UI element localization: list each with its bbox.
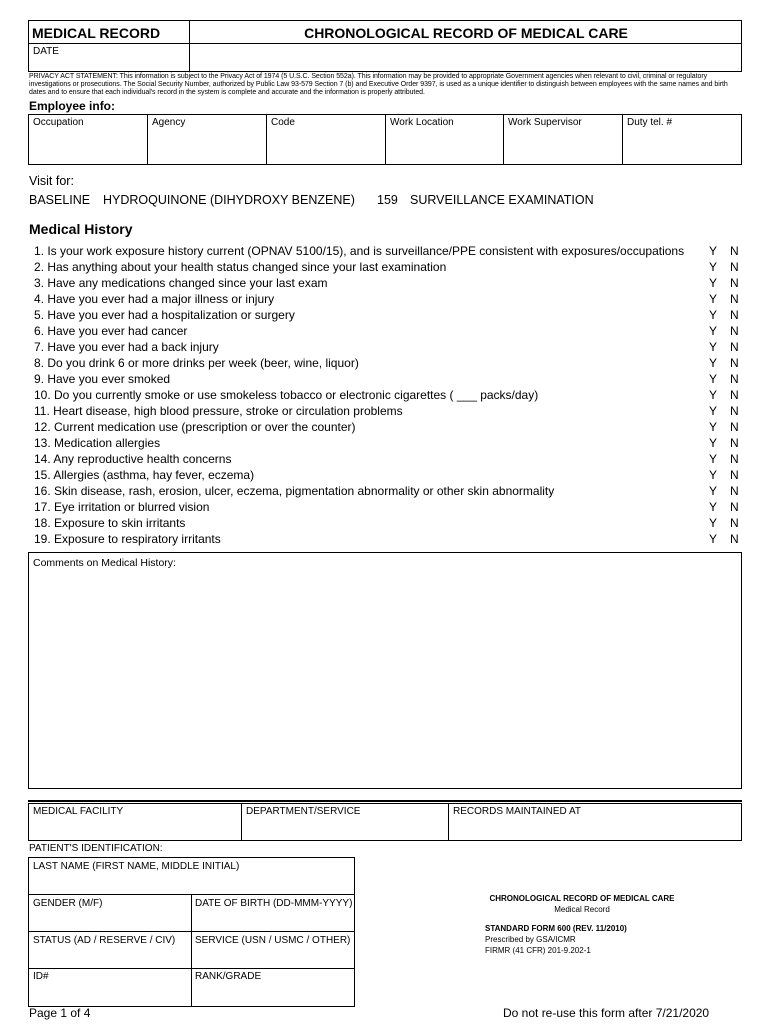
dob-field[interactable]: DATE OF BIRTH (DD-MMM-YYYY)	[195, 898, 353, 909]
no-option-3[interactable]: N	[730, 276, 739, 290]
form-number: STANDARD FORM 600 (REV. 11/2010)	[485, 924, 627, 933]
service-field[interactable]: SERVICE (USN / USMC / OTHER)	[195, 935, 351, 946]
no-option-18[interactable]: N	[730, 516, 739, 530]
question-7: 7. Have you ever had a back injury	[34, 340, 219, 354]
no-option-6[interactable]: N	[730, 324, 739, 338]
yes-option-11[interactable]: Y	[709, 404, 718, 418]
question-9: 9. Have you ever smoked	[34, 372, 171, 386]
no-option-14[interactable]: N	[730, 452, 739, 466]
question-17: 17. Eye irritation or blurred vision	[34, 500, 210, 514]
medical-history-heading: Medical History	[29, 221, 133, 237]
question-19: 19. Exposure to respiratory irritants	[34, 532, 221, 546]
visit-agent: HYDROQUINONE (DIHYDROXY BENZENE)	[103, 193, 355, 207]
yes-option-6[interactable]: Y	[709, 324, 718, 338]
work-supervisor-field[interactable]: Work Supervisor	[508, 117, 582, 128]
yes-option-16[interactable]: Y	[709, 484, 718, 498]
visit-label: Visit for:	[29, 174, 74, 188]
records-maintained-field[interactable]: RECORDS MAINTAINED AT	[453, 806, 581, 817]
question-4: 4. Have you ever had a major illness or injury	[34, 292, 275, 306]
no-option-19[interactable]: N	[730, 532, 739, 546]
expiry-notice: Do not re-use this form after 7/21/2020	[503, 1006, 710, 1020]
form-info-subtitle: Medical Record	[554, 905, 610, 914]
prescribed-by: Prescribed by GSA/ICMR	[485, 935, 576, 944]
question-10: 10. Do you currently smoke or use smokeless tobacco or electronic cigarettes ( ___ packs/day)	[34, 388, 539, 402]
question-11: 11. Heart disease, high blood pressure, stroke or circulation problems	[34, 404, 403, 418]
question-3: 3. Have any medications changed since your last exam	[34, 276, 328, 290]
yes-option-2[interactable]: Y	[709, 260, 718, 274]
work-location-field[interactable]: Work Location	[390, 117, 454, 128]
last-name-field[interactable]: LAST NAME (FIRST NAME, MIDDLE INITIAL)	[33, 861, 240, 872]
no-option-1[interactable]: N	[730, 244, 739, 258]
comments-box[interactable]	[28, 552, 742, 789]
yes-option-3[interactable]: Y	[709, 276, 718, 290]
no-option-8[interactable]: N	[730, 356, 739, 370]
medical-facility-field[interactable]: MEDICAL FACILITY	[33, 806, 124, 817]
no-option-15[interactable]: N	[730, 468, 739, 482]
date-field[interactable]: DATE	[33, 46, 59, 57]
occupation-field[interactable]: Occupation	[33, 117, 84, 128]
question-18: 18. Exposure to skin irritants	[34, 516, 186, 530]
yes-option-9[interactable]: Y	[709, 372, 718, 386]
question-8: 8. Do you drink 6 or more drinks per week (beer, wine, liquor)	[34, 356, 359, 370]
question-16: 16. Skin disease, rash, erosion, ulcer, eczema, pigmentation abnormality or other skin abnormality	[34, 484, 555, 498]
employee-info-heading: Employee info:	[29, 99, 116, 113]
no-option-17[interactable]: N	[730, 500, 739, 514]
no-option-9[interactable]: N	[730, 372, 739, 386]
yes-option-10[interactable]: Y	[709, 388, 718, 402]
firmr-reference: FIRMR (41 CFR) 201-9.202-1	[485, 946, 591, 955]
department-field[interactable]: DEPARTMENT/SERVICE	[246, 806, 361, 817]
id-field[interactable]: ID#	[33, 971, 49, 982]
form-info-title: CHRONOLOGICAL RECORD OF MEDICAL CARE	[489, 894, 675, 903]
yes-option-13[interactable]: Y	[709, 436, 718, 450]
yes-option-14[interactable]: Y	[709, 452, 718, 466]
section-divider	[28, 800, 742, 802]
page-number: Page 1 of 4	[29, 1006, 91, 1020]
question-1: 1. Is your work exposure history current (OPNAV 5100/15), and is surveillance/PPE consistent with exposures/occupations	[34, 244, 685, 258]
no-option-2[interactable]: N	[730, 260, 739, 274]
yes-option-17[interactable]: Y	[709, 500, 718, 514]
no-option-4[interactable]: N	[730, 292, 739, 306]
yes-option-4[interactable]: Y	[709, 292, 718, 306]
patient-id-heading: PATIENT'S IDENTIFICATION:	[29, 843, 163, 854]
yes-option-19[interactable]: Y	[709, 532, 718, 546]
comments-label: Comments on Medical History:	[33, 557, 176, 569]
no-option-16[interactable]: N	[730, 484, 739, 498]
question-6: 6. Have you ever had cancer	[34, 324, 188, 338]
no-option-12[interactable]: N	[730, 420, 739, 434]
no-option-5[interactable]: N	[730, 308, 739, 322]
yes-option-5[interactable]: Y	[709, 308, 718, 322]
yes-option-1[interactable]: Y	[709, 244, 718, 258]
question-15: 15. Allergies (asthma, hay fever, eczema)	[34, 468, 255, 482]
question-5: 5. Have you ever had a hospitalization or surgery	[34, 308, 295, 322]
code-field[interactable]: Code	[271, 117, 295, 128]
no-option-10[interactable]: N	[730, 388, 739, 402]
question-14: 14. Any reproductive health concerns	[34, 452, 232, 466]
no-option-7[interactable]: N	[730, 340, 739, 354]
duty-tel-field[interactable]: Duty tel. #	[627, 117, 673, 128]
yes-option-7[interactable]: Y	[709, 340, 718, 354]
status-field[interactable]: STATUS (AD / RESERVE / CIV)	[33, 935, 176, 946]
facility-table	[28, 803, 742, 841]
visit-exam: SURVEILLANCE EXAMINATION	[410, 193, 594, 207]
yes-option-12[interactable]: Y	[709, 420, 718, 434]
question-13: 13. Medication allergies	[34, 436, 161, 450]
visit-code: 159	[377, 193, 398, 207]
visit-type: BASELINE	[29, 193, 91, 207]
yes-option-18[interactable]: Y	[709, 516, 718, 530]
no-option-13[interactable]: N	[730, 436, 739, 450]
agency-field[interactable]: Agency	[152, 117, 186, 128]
question-2: 2. Has anything about your health status changed since your last examination	[34, 260, 447, 274]
yes-option-8[interactable]: Y	[709, 356, 718, 370]
yes-option-15[interactable]: Y	[709, 468, 718, 482]
chronological-title: CHRONOLOGICAL RECORD OF MEDICAL CARE	[304, 25, 628, 41]
medical-record-title: MEDICAL RECORD	[32, 25, 161, 41]
privacy-statement: PRIVACY ACT STATEMENT: This information is subject to the Privacy Act of 1974 (5 U.S.C. Section 552a). This information may be provided to appropriate Government agencies when relevant to civil, criminal or regulatory investigations or prosecutions. The Social Security Number, authorized by Public Law 93-579 Section 7 (b) and Executive Order 9397, is used as a unique identifier to distinguish between employees with the same names and birth dates and to ensure that each individual's record in the system is complete and accurate and the information is properly attributed.	[29, 73, 728, 96]
question-12: 12. Current medication use (prescription or over the counter)	[34, 420, 356, 434]
rank-grade-field[interactable]: RANK/GRADE	[195, 971, 262, 982]
no-option-11[interactable]: N	[730, 404, 739, 418]
gender-field[interactable]: GENDER (M/F)	[33, 898, 103, 909]
